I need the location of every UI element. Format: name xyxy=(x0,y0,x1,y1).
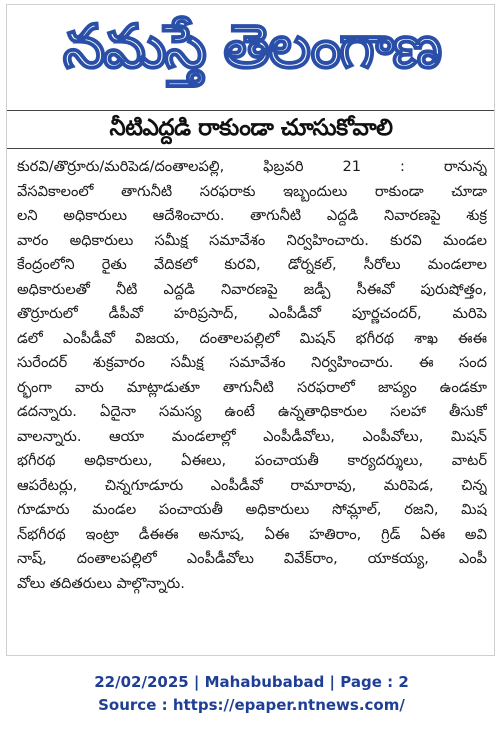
article-line: డలో ఎంపీడీవో విజయ, దంతాలపల్లిలో మిషన్ భగీరథ శాఖ ఈఈ xyxy=(17,329,487,347)
article-line: వోలు తదితరులు పాల్గొన్నారు. xyxy=(17,574,185,592)
masthead xyxy=(7,7,495,87)
article-line: తొర్రూరులో డీపీవో హరిప్రసాద్, ఎంపీడీవో పూర్ణచందర్, మరిపె xyxy=(17,305,487,322)
article-line: వేసవికాలంలో తాగునీటి సరఫరాకు ఇబ్బందులు రాకుండా చూడా xyxy=(17,182,487,200)
headline-top-rule xyxy=(7,110,495,111)
article-line: కేంద్రంలోని రైతు వేదికలో కురవి, డోర్నకల్, సీరోలు మండలాల xyxy=(17,256,487,273)
article-line: సురేందర్ శుక్రవారం సమీక్ష సమావేశం నిర్వహించారు. ఈ సంద xyxy=(17,354,487,371)
article-line: గూడూరు మండల పంచాయతీ అధికారులు సోమ్లాల్, రజని, మిష xyxy=(17,501,487,518)
footer-source: Source : https://epaper.ntnews.com/ xyxy=(98,696,405,714)
article-headline: నీటిఎద్దడి రాకుండా చూసుకోవాలి xyxy=(109,115,393,141)
article-line: నాష్, దంతాలపల్లిలో ఎంపీడీవోలు వివేక్‌రాం, యాకయ్య, ఎంపీ xyxy=(17,550,487,567)
article-line: వారం అధికారులు సమీక్ష సమావేశం నిర్వహించారు. కురవి మండల xyxy=(17,231,487,249)
article-line: న్‌భగీరథ ఇంట్రా డీఈఈ అనూష, ఏఈ హతిరాం, గ్రిడ్ ఏఈ అవి xyxy=(17,525,487,543)
article-line: వాలన్నారు. ఆయా మండలాల్లో ఎంపీడీవోలు, ఎంపీవోలు, మిషన్ xyxy=(17,427,487,445)
headline-bottom-rule xyxy=(7,148,495,149)
article-line: అధికారులతో నీటి ఎద్దడి నివారణపై జడ్పీ సీఈవో పురుషోత్తం, xyxy=(17,280,487,298)
footer-dateline: 22/02/2025 | Mahabubabad | Page : 2 xyxy=(94,673,409,691)
article-line: ర్భంగా వారు మాట్లాడుతూ తాగునీటి సరఫరాలో జాప్యం ఉండకూ xyxy=(17,378,487,396)
newspaper-clipping xyxy=(6,4,495,656)
article-line: భగీరథ అధికారులు, ఏఈలు, పంచాయతీ కార్యదర్శులు, వాటర్ xyxy=(17,452,487,469)
article-line: డదన్నారు. ఏదైనా సమస్య ఉంటే ఉన్నతాధికారుల సలహా తీసుకో xyxy=(17,403,487,420)
article-body xyxy=(17,155,487,596)
masthead-logo: నమస్తే తెలంగాణ xyxy=(62,12,441,82)
article-line: లని అధికారులు ఆదేశించారు. తాగునీటి ఎద్దడి నివారణపై శుక్ర xyxy=(17,207,487,224)
article-line: కురవి/తొర్రూరు/మరిపెడ/దంతాలపల్లి, ఫిబ్రవరి 21 : రానున్న xyxy=(17,158,487,175)
article-line: ఆపరేటర్లు, చిన్నగూడూరు ఎంపీడీవో రామారావు, మరిపెడ, చిన్న xyxy=(17,476,487,494)
